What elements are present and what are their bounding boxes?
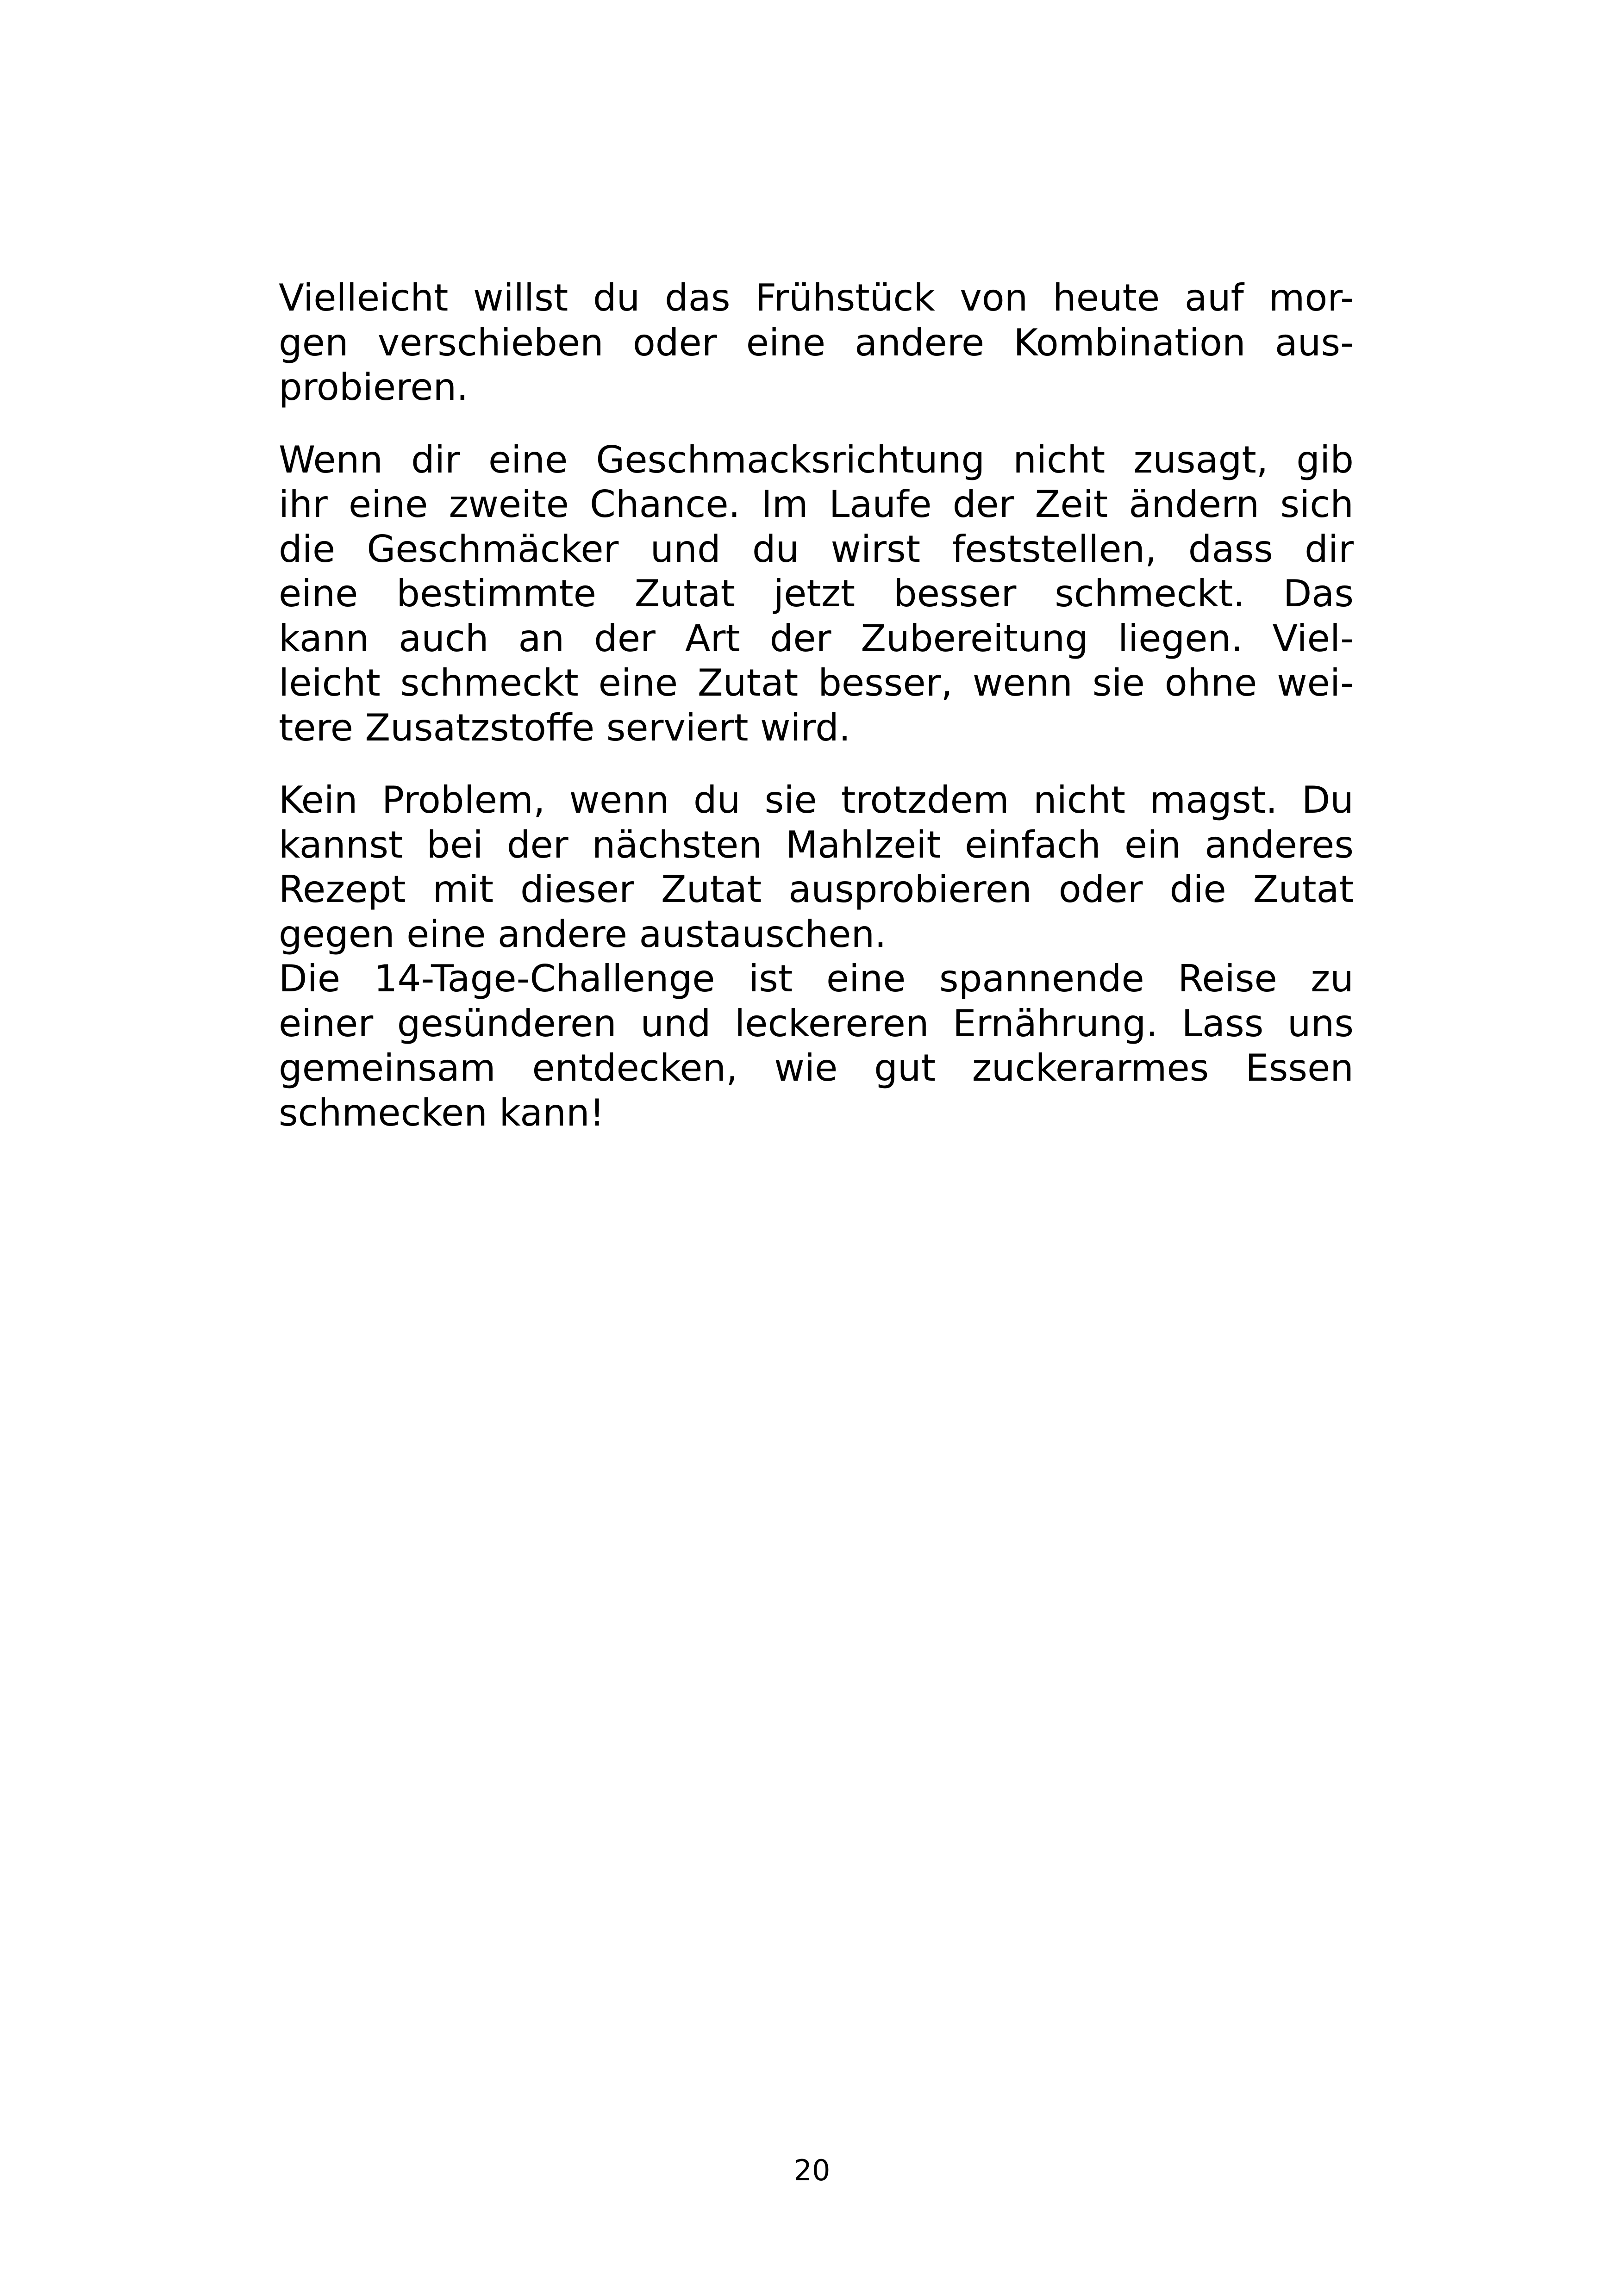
text-line: schmecken kann! <box>279 1091 605 1134</box>
text-line: probieren. <box>279 366 468 409</box>
text-line: kann auch an der Art der Zubereitung liegen. Viel- <box>279 616 1354 660</box>
text-line: gegen eine andere austauschen. <box>279 912 887 956</box>
text-line: Vielleicht willst du das Frühstück von heute auf mor- <box>279 276 1354 319</box>
text-line: gemeinsam entdecken, wie gut zuckerarmes Essen <box>279 1046 1354 1089</box>
text-line: die Geschmäcker und du wirst feststellen, dass dir <box>279 527 1354 571</box>
paragraph-4 <box>279 957 1354 1135</box>
text-line: leicht schmeckt eine Zutat besser, wenn sie ohne wei- <box>279 661 1354 704</box>
body-text <box>279 276 1354 1135</box>
paragraph-1 <box>279 276 1354 410</box>
text-line: ihr eine zweite Chance. Im Laufe der Zeit ändern sich <box>279 483 1354 526</box>
paragraph-3 <box>279 778 1354 957</box>
text-line: Kein Problem, wenn du sie trotzdem nicht magst. Du <box>279 778 1354 821</box>
text-line: eine bestimmte Zutat jetzt besser schmeckt. Das <box>279 572 1354 615</box>
text-line: kannst bei der nächsten Mahlzeit einfach ein anderes <box>279 823 1354 866</box>
text-line: tere Zusatzstoffe serviert wird. <box>279 706 851 749</box>
paragraph-2 <box>279 438 1354 751</box>
page-number: 20 <box>793 2153 831 2187</box>
text-line: Wenn dir eine Geschmacksrichtung nicht zusagt, gib <box>279 438 1354 481</box>
text-line: einer gesünderen und leckereren Ernährung. Lass uns <box>279 1002 1354 1045</box>
text-line: Rezept mit dieser Zutat ausprobieren oder die Zutat <box>279 868 1354 911</box>
text-line: Die 14-Tage-Challenge ist eine spannende Reise zu <box>279 957 1354 1000</box>
text-line: gen verschieben oder eine andere Kombination aus- <box>279 321 1354 364</box>
